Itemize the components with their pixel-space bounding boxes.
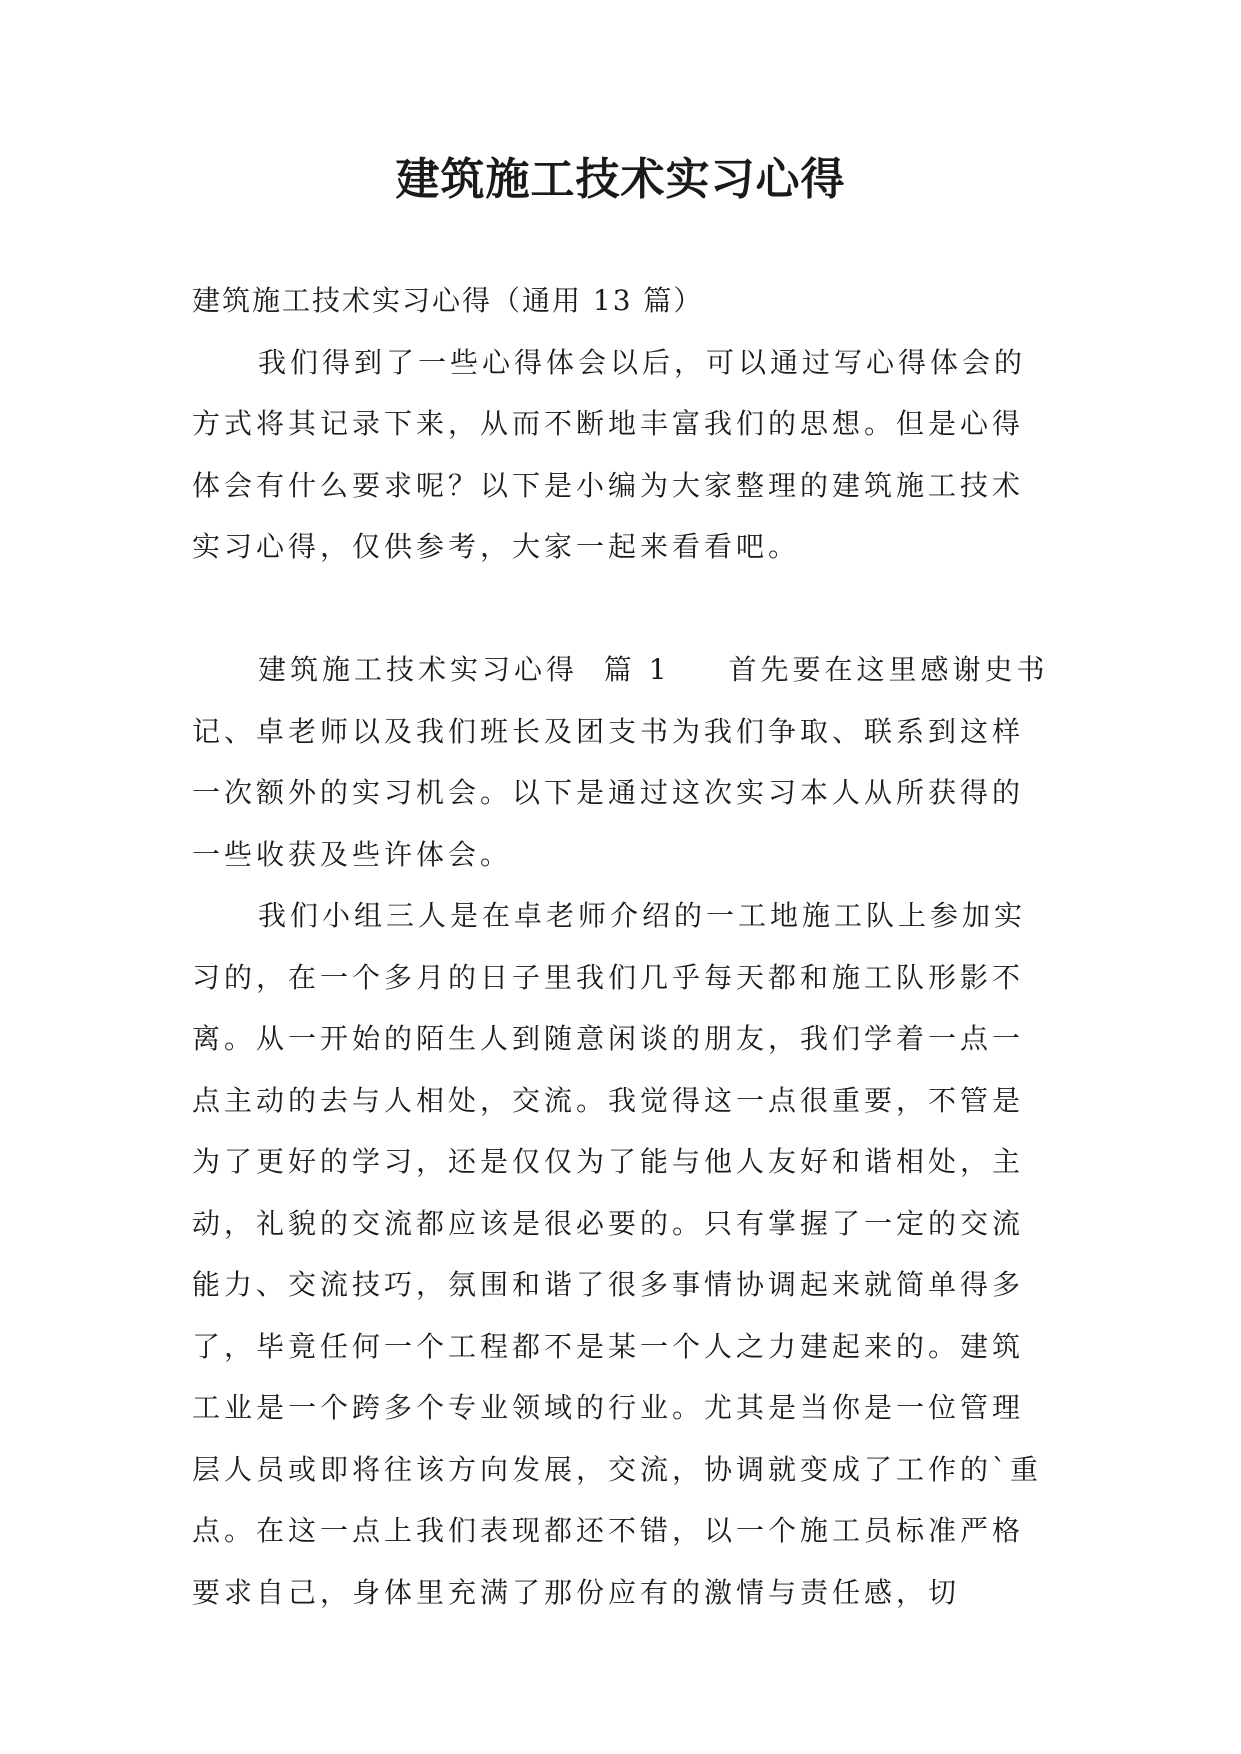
section1-paragraph-1: 首先要在这里感谢史书记、卓老师以及我们班长及团支书为我们争取、联系到这样一次额外的实习机会。以下是通过这次实习本人从所获得的一些收获及些许体会。: [192, 653, 1049, 871]
document-subtitle: 建筑施工技术实习心得（通用 13 篇）: [192, 284, 704, 317]
document-body: [192, 270, 1052, 1623]
intro-paragraph: 我们得到了一些心得体会以后，可以通过写心得体会的方式将其记录下来，从而不断地丰富我们的思想。但是心得体会有什么要求呢？以下是小编为大家整理的建筑施工技术实习心得，仅供参考，大家一起来看看吧。: [192, 345, 1027, 563]
paragraph-gap: [192, 578, 1052, 640]
document-title: 建筑施工技术实习心得: [395, 154, 846, 205]
section1-paragraph-2: 我们小组三人是在卓老师介绍的一工地施工队上参加实习的，在一个多月的日子里我们几乎每天都和施工队形影不离。从一开始的陌生人到随意闲谈的朋友，我们学着一点一点主动的去与人相处，交流。我觉得这一点很重要，不管是为了更好的学习，还是仅仅为了能与他人友好和谐相处，主动，礼貌的交流都应该是很必要的。只有掌握了一定的交流能力、交流技巧，氛围和谐了很多事情协调起来就简单得多了，毕竟任何一个工程都不是某一个人之力建起来的。建筑工业是一个跨多个专业领域的行业。尤其是当你是一位管理层人员或即将往该方向发展，交流，协调就变成了工作的`重点。在这一点上我们表现都还不错，以一个施工员标准严格要求自己，身体里充满了那份应有的激情与责任感，切: [192, 899, 1043, 1609]
section1-first-paragraph: [192, 639, 1052, 885]
section1-heading: 建筑施工技术实习心得 篇 1: [258, 653, 671, 686]
